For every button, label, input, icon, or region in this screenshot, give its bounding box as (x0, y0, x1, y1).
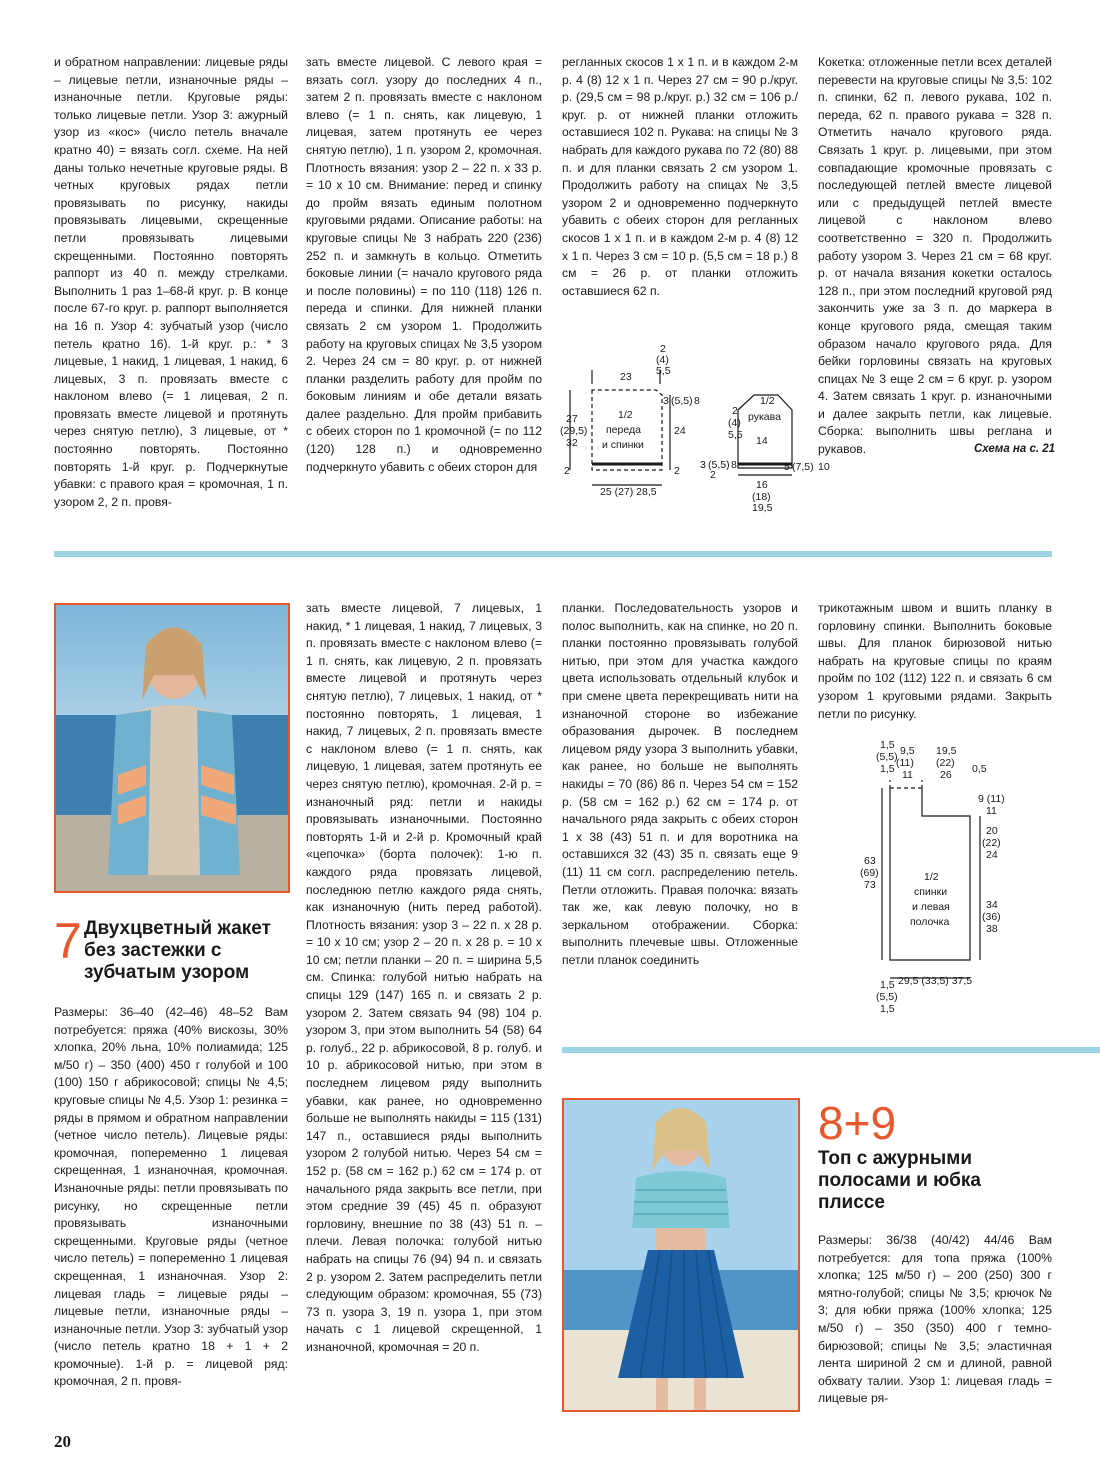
title-number-8-9: 8+9 (818, 1097, 897, 1149)
schema2-r4: (22) (982, 837, 1001, 849)
schema1-sleeve-label-1: 1/2 (760, 395, 775, 407)
schema2-t5: (11) (896, 757, 914, 769)
schema1-s8: 8 (731, 459, 737, 471)
schema2-r8: 38 (986, 923, 998, 935)
schema2-l1: 63 (864, 855, 876, 867)
schema2-t7: 19,5 (936, 745, 957, 757)
top-column-2 (306, 54, 542, 514)
schema2-label-2: спинки (914, 886, 948, 898)
section-divider-top (54, 551, 1052, 557)
schema1-s14: 14 (756, 435, 768, 447)
schema2-r5: 24 (986, 849, 998, 861)
schema-sweater (560, 340, 840, 515)
schema1-s75: (7,5) (792, 461, 814, 473)
bottom-column-2-text: зать вместе лицевой, 7 лицевых, 1 накид, * 1 лицевая, 1 накид, 7 лицевых, 3 п. провязать вместе с наклоном влево (= 1 п. снять, как лицевую, 2 п. провязать вместе лицевой и протянуть через снятую петлю), 7 лицевых, 1 накид, от * постоянно повторять, 1 лицевая, 1 накид, 7 лицевых, 2 п. провязать вместе с наклоном влево (= 1 п. снять, как лицевую, 1 лицевая, затем протянуть ее через снятую петлю), кромочная. 2-й р. = изнаночный ряд: петли и накиды провязывать изнаночными. Постоянно повторять 1-й и 2-й р. Кромочный край «цепочка» (борта полочек): 1-ю п. каждого ряда провязать лицевой, последнюю петлю каждого ряда снять, как изнаночную (нить перед работой). Плотность вязания: узор 3 – 22 п. х 28 р. = 10 х 10 см; узор 2 – 20 п. х 28 р. = 10 х 10 см; петли планки – 20 п. = ширина 5,5 см. Спинка: голубой нитью набрать на спицы 129 (147) 165 п. и связать 2 р. узором 2. Затем связать 94 (98) 104 р. узором 3, при этом выполнить 54 (58) 64 р. голуб., 22 р. абрикосовой, 8 р. голуб. и 10 р. абрикосовой нитью, при этом в последнем лицевом ряду выполнить убавки, как ранее, но одновременно больше не выполнять накиды = 115 (131) 147 п., оставшиеся ряды выполнить узором 2 голубой нитью. Через 54 см = 152 р. (58 см = 162 р.) 62 см = 174 р. от начального ряда закрыть все петли, при этом средние 39 (45) 45 п. образуют горловину, внешние по 38 (43) 51 п. – плечи. Левая полочка: голубой нитью набрать на спицы 76 (94) 94 п. и связать 2 р. узором 2. Затем распределить петли следующим образом: кромочная, 55 (73) 73 п. узора 3, 19 п. узора 1, при этом начать с 1 лицевой скрещенной, 1 изнаночной, кромочная = 20 п. (306, 601, 542, 1354)
schema1-top-2: 2 (660, 343, 666, 355)
schema1-bottom: 25 (27) 28,5 (600, 486, 657, 498)
schema1-295: (29,5) (560, 425, 588, 437)
bottom-column-4-text: трикотажным швом и вшить планку в горловину спинки. Выполнить боковые швы. Для планок бирюзовой нитью набрать на круговые спицы по краям пройм по 102 (112) 122 п. и связать 6 см узором 1 круговыми рядами. Закрыть петли по рисунку. (818, 601, 1052, 721)
schema2-label-1: 1/2 (924, 871, 939, 883)
schema2-r1: 9 (11) (978, 793, 1005, 805)
schema2-r2: 11 (986, 805, 997, 817)
title-jacket: Двухцветный жакет без застежки с зубчатым узором (84, 918, 271, 983)
schema2-t8: (22) (936, 757, 955, 769)
bottom-column-2 (306, 600, 542, 1412)
schema1-s2b: 2 (710, 469, 716, 481)
schema2-t1: 1,5 (880, 739, 895, 751)
schema1-55: (5,5) (671, 395, 693, 407)
schema-reference: Схема на с. 21 (974, 443, 1056, 455)
schema1-s55: 5,5 (728, 429, 743, 441)
top-column-1-text: и обратном направлении: лицевые ряды – лицевые петли, изнаночные ряды – изнаночные петли. Круговые ряды: только лицевые петли. Узор 3: ажурный узор из «кос» (число петель вначале кратно 40) = вязать согл. схеме. На ней даны только нечетные круговые ряды. В четных круговых рядах петли провязывать по рисунку, накиды провязывать лицевыми, скрещенные петли провязывать лицевыми скрещенными. Постоянно повторять раппорт из 40 п. между стрелками. Выполнить 1 раз 1–68-й круг. р. В конце после 67-го круг. р. раппорт выполняется на 16 п. Узор 4: зубчатый узор (число петель кратно 16). 1-й круг. р.: * 3 лицевые, 1 накид, 1 лицевая, 1 накид, 6 лицевых, 3 п. провязать вместе с наклоном влево (= 1 лицевая, 2 п. провязать вместе лицевой и протянуть через снятую петлю), 3 лицевые, от * постоянно повторять. Постоянно повторять 1-й круг. р. Подчеркнутые убавки: с правого края = кромочная, 1 п. узором 2, 2 п. провя- (54, 55, 288, 509)
schema1-s5: 5 (784, 461, 790, 473)
bottom-column-1 (54, 1004, 288, 1412)
schema1-front-label-2: переда (606, 424, 641, 436)
schema1-8: 8 (694, 395, 700, 407)
bottom-column-3 (562, 600, 798, 1008)
schema1-s195: 19,5 (752, 502, 773, 514)
schema2-label-3: и левая (912, 901, 950, 913)
schema-jacket (860, 738, 1052, 1018)
schema2-r7: (36) (982, 911, 1001, 923)
schema1-top-4: (4) (656, 354, 669, 366)
bottom-column-3-text: планки. Последовательность узоров и полос выполнить, как на спинке, но 20 п. планки постоянно провязывать голубой нитью, при этом для участка каждого цвета использовать отдельный клубок и при смене цвета перекрещивать нити на изнаночной стороне во избежание образования дырочек. В последнем лицевом ряду узора 3 выполнить убавки, как ранее, но больше не выполнять накиды = 70 (86) 86 п. Через 54 см = 152 р. (58 см = 162 р.) 62 см = 174 р. от начального ряда закрыть с обеих сторон 1 х 38 (43) 51 п. и для воротника на оставшихся 32 (43) 35 п. связать еще 9 (11) 11 см согл. распределению петель. Петли отложить. Правая полочка: вязать так же, как левую полочку, но в зеркальном отображении. Сборка: выполнить плечевые швы. Отложенные петли планок соединить (562, 601, 798, 967)
top-column-3-text: регланных скосов 1 х 1 п. и в каждом 2-м р. 4 (8) 12 х 1 п. Через 27 см = 90 р./круг. р. (29,5 см = 98 р./круг. р.) 32 см = 106 р./круг. р. от нижней планки отложить оставшиеся 102 п. Рукава: на спицы № 3 набрать для каждого рукава по 72 (80) 88 п. и для планки связать 2 см узором 1. Продолжить работу на спицах № 3,5 узором 2 и одновременно подчеркнуто убавить с обеих сторон для регланных скосов 1 х 1 п. и в каждом 2-м р. 4 (8) 12 х 1 п. Через 3 см = 10 р. (5,5 см = 18 р.) 8 см = 26 р. от планки отложить оставшиеся 62 п. (562, 55, 799, 298)
top-column-1 (54, 54, 288, 514)
schema2-r6: 34 (986, 899, 998, 911)
schema2-label-4: полочка (910, 916, 950, 928)
schema2-t3: 1,5 (880, 763, 895, 775)
schema2-b2: (5,5) (876, 991, 898, 1003)
schema1-front-label-1: 1/2 (618, 409, 633, 421)
schema2-b3: 1,5 (880, 1003, 895, 1015)
schema2-r3: 20 (986, 825, 998, 837)
schema2-t10: 0,5 (972, 763, 987, 775)
schema1-s2: 2 (732, 405, 738, 417)
schema2-b4: 29,5 (33,5) 37,5 (898, 975, 973, 987)
schema2-l3: 73 (864, 879, 876, 891)
schema2-b1: 1,5 (880, 979, 895, 991)
photo-top-skirt (562, 1098, 800, 1412)
schema1-32: 32 (566, 437, 578, 449)
bottom-column-1-text: Размеры: 36–40 (42–46) 48–52 Вам потребуется: пряжа (40% вискозы, 30% хлопка, 20% льна, 10% полиамида; 125 м/50 г) – 350 (400) 450 г голубой и 100 (100) 150 г абрикосовой; спицы № 4,5; круговые спицы № 4,5. Узор 1: резинка = ряды в прямом и обратном направлении (четное число петель). Лицевые ряды: кромочная, попеременно 1 лицевая скрещенная, 1 изнаночная, кромочная. Изнаночные ряды: петли провязывать по рисунку, но скрещенные петли провязывать изнаночными скрещенными. Круговые ряды (четное число петель) = попеременно 1 лицевая скрещенная, 1 изнаночная. Узор 2: лицевая гладь = лицевые ряды – лицевые петли, изнаночные ряды – изнаночные петли. Узор 3: зубчатый узор (число петель кратно 18 + 1 + 2 кромочные). 1-й р. = лицевой ряд: кромочная, 2 п. провя- (54, 1005, 288, 1389)
photo-jacket (54, 603, 290, 893)
schema2-t4: 9,5 (900, 745, 915, 757)
schema1-2-right: 2 (674, 465, 680, 477)
top-column-2-text: зать вместе лицевой. С левого края = вязать согл. узору до последних 4 п., затем 2 п. провязать вместе с наклоном влево (= 1 п. снять, как лицевую, 1 лицевая, затем протянуть ее через снятую петлю), 1 п. узором 2, кромочная. Плотность вязания: узор 2 – 22 п. х 33 р. = 10 х 10 см. Внимание: перед и спинку до пройм вязать единым полотном круговыми рядами. Описание работы: на круговые спицы № 3 набрать 220 (236) 252 п. и замкнуть в кольцо. Отметить боковые линии (= начало кругового ряда и после половины) = по 110 (118) 126 п. переда и спинки. Для нижней планки связать 2 см узором 1. Продолжить работу на круговых спицах № 3,5 узором 2. Через 24 см = 80 круг. р. от нижней планки разделить работу для пройм по боковым линиям и обе детали вязать далее раздельно. Для пройм прибавить с обеих сторон по 1 кромочной (= по 112 (120) 128 п.) и одновременно подчеркнуто убавить с обеих сторон для (306, 55, 542, 474)
schema1-s16: 16 (756, 479, 768, 491)
second-column-text-body: Размеры: 36/38 (40/42) 44/46 Вам потребуется: для топа пряжа (100% хлопка; 125 м/50 г) – 200 (250) 300 г мятно-голубой; спицы № 3,5; крючок № 3; для юбки пряжа (100% хлопка; 125 м/50 г) – 350 (350) 400 г темно-бирюзовой; спицы № 3,5; эластичная лента шириной 2 см и длиной, равной обхвату талии. Узор 1: лицевая гладь = лицевые ря- (818, 1233, 1052, 1406)
title-top-skirt: Топ с ажурными полосами и юбка плиссе (818, 1148, 981, 1213)
schema1-3: 3 (663, 395, 669, 407)
top-column-3 (562, 54, 798, 320)
second-column-text (818, 1232, 1052, 1412)
schema2-t6: 11 (902, 769, 913, 781)
schema1-24: 24 (674, 425, 686, 437)
bottom-column-4 (818, 600, 1052, 724)
schema1-s18: (18) (752, 491, 771, 503)
schema1-27: 27 (566, 413, 578, 425)
schema2-l2: (69) (860, 867, 879, 879)
schema1-s3: 3 (700, 459, 706, 471)
schema2-t9: 26 (940, 769, 952, 781)
page-number: 20 (54, 1432, 71, 1451)
section-divider-bottom (562, 1047, 1100, 1053)
top-column-4-text: Кокетка: отложенные петли всех деталей перевести на круговые спицы № 3,5: 102 п. спинки, 62 п. левого рукава, 102 п. переда, 62 п. правого рукава = 328 п. Отметить начало кругового ряда. Связать 1 круг. р. лицевыми, при этом совпадающие кромочные провязать с последующей петлей вместе лицевой или с предыдущей петлей вместе лицевой с наклоном влево соответственно = 320 п. Продолжить работу узором 3. Через 21 см = 68 круг. р. от начала вязания кокетки осталось 128 п., при этом последний круговой ряд закончить уже за 3 п. до маркера в конце кругового ряда, смещая таким образом начало кругового ряда. Для бейки горловины связать на круговых спицах № 3 еще 2 см = 6 круг. р. узором 4. Затем связать 1 круг. р. изнаночными и далее закрыть петли, как лицевые. Сборка: выполнить швы реглана и рукавов. (818, 55, 1052, 457)
schema1-s55b: (5,5) (708, 459, 730, 471)
schema1-top-55: 5,5 (656, 365, 671, 377)
schema1-sleeve-label-2: рукава (748, 411, 781, 423)
title-number-7: 7 (54, 913, 82, 969)
schema1-23: 23 (620, 371, 632, 383)
schema2-t2: (5,5) (876, 751, 898, 763)
schema1-front-label-3: и спинки (602, 439, 644, 451)
schema1-s4: (4) (728, 417, 741, 429)
schema1-s10: 10 (818, 461, 830, 473)
schema1-2-left: 2 (564, 465, 570, 477)
